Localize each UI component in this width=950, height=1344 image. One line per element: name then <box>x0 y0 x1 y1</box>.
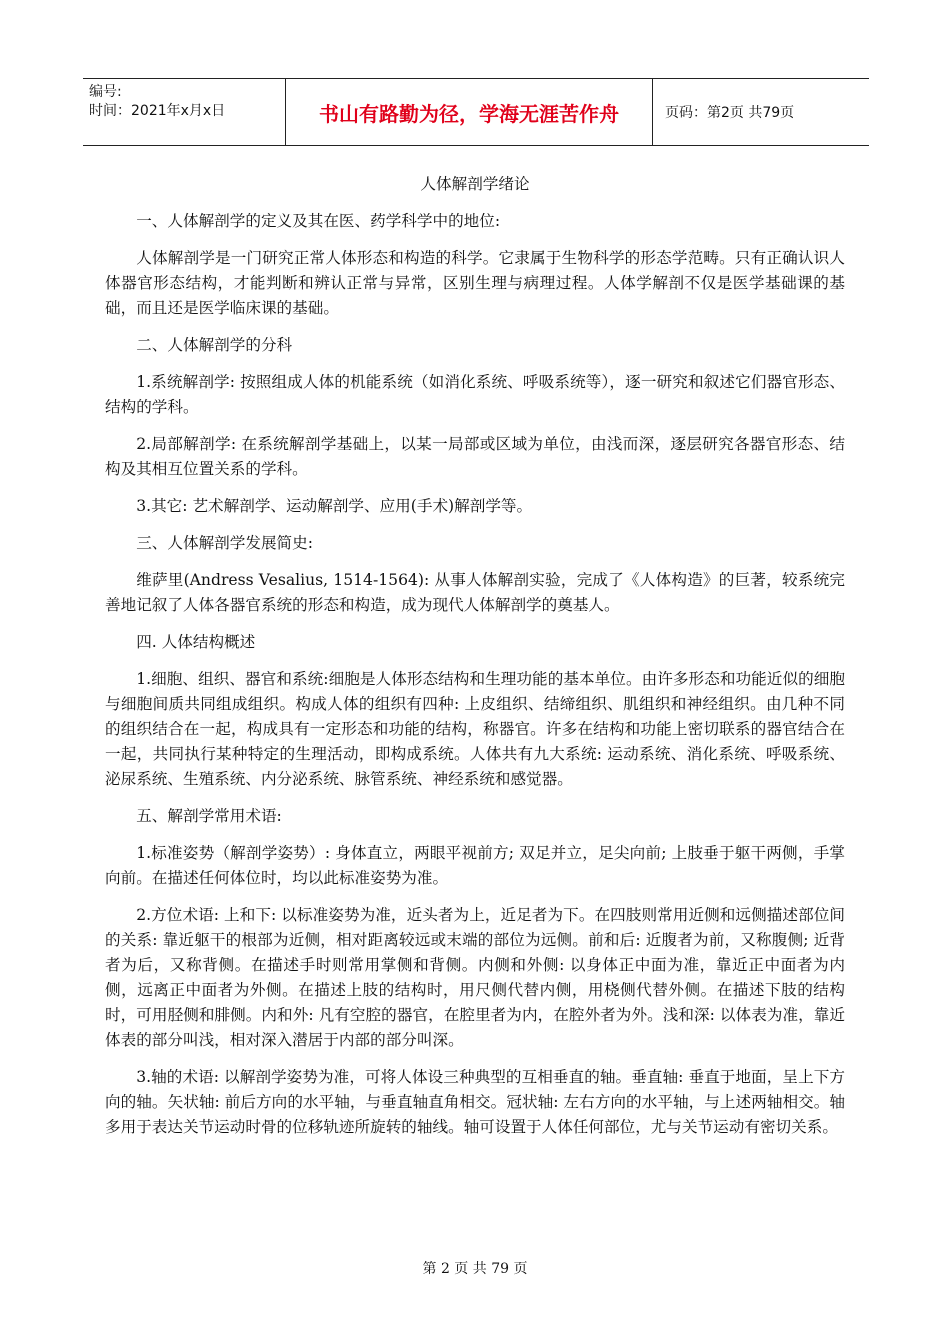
paragraph: 人体解剖学是一门研究正常人体形态和构造的科学。它隶属于生物科学的形态学范畴。只有正确认识人体器官形态结构，才能判断和辨认正常与异常，区别生理与病理过程。人体学解剖不仅是医学基础课的基础，而且还是医学临床课的基础。 <box>105 249 845 317</box>
page-header <box>83 78 869 146</box>
header-meta <box>83 79 286 145</box>
paragraph: 1.标准姿势（解剖学姿势）: 身体直立，两眼平视前方; 双足并立，足尖向前; 上肢垂于躯干两侧，手掌向前。在描述任何体位时，均以此标准姿势为准。 <box>105 844 845 887</box>
section-heading: 三、人体解剖学发展简史: <box>136 534 313 552</box>
document-body <box>105 172 845 1152</box>
paragraph: 3.轴的术语: 以解剖学姿势为准，可将人体设三种典型的互相垂直的轴。垂直轴: 垂直于地面，呈上下方向的轴。矢状轴: 前后方向的水平轴，与垂直轴直角相交。冠状轴: 左右方向的水平轴，与上述两轴相交。轴多用于表达关节运动时骨的位移轨迹所旋转的轴线。轴可设置于人体任何部位，尤与关节运动有密切关系。 <box>105 1068 845 1136</box>
page-footer: 第 2 页 共 79 页 <box>422 1261 528 1277</box>
header-page-label: 页码：第2页 共79页 <box>665 105 795 121</box>
section-heading: 四. 人体结构概述 <box>136 633 256 651</box>
section-heading: 五、解剖学常用术语: <box>136 807 282 825</box>
time-label: 时间：2021年x月x日 <box>89 103 226 119</box>
number-label: 编号: <box>89 84 122 100</box>
section-heading: 一、人体解剖学的定义及其在医、药学科学中的地位: <box>136 212 501 230</box>
paragraph: 1.系统解剖学: 按照组成人体的机能系统（如消化系统、呼吸系统等），逐一研究和叙述它们器官形态、结构的学科。 <box>105 373 845 416</box>
paragraph: 3.其它: 艺术解剖学、运动解剖学、应用(手术)解剖学等。 <box>136 497 533 515</box>
paragraph: 1.细胞、组织、器官和系统:细胞是人体形态结构和生理功能的基本单位。由许多形态和功能近似的细胞与细胞间质共同组成组织。构成人体的组织有四种: 上皮组织、结缔组织、肌组织和神经组织。由几种不同的组织结合在一起，构成具有一定形态和功能的结构，称器官。许多在结构和功能上密切联系的器官结合在一起，共同执行某种特定的生理活动，即构成系统。人体共有九大系统: 运动系统、消化系统、呼吸系统、泌尿系统、生殖系统、内分泌系统、脉管系统、神经系统和感觉器。 <box>105 670 845 788</box>
paragraph: 2.局部解剖学: 在系统解剖学基础上，以某一局部或区域为单位，由浅而深，逐层研究各器官形态、结构及其相互位置关系的学科。 <box>105 435 845 478</box>
header-motto: 书山有路勤为径，学海无涯苦作舟 <box>286 79 653 145</box>
paragraph: 维萨里(Andress Vesalius, 1514-1564): 从事人体解剖实验，完成了《人体构造》的巨著，较系统完善地记叙了人体各器官系统的形态和构造，成为现代人体解剖学的奠基人。 <box>105 571 845 614</box>
document-title: 人体解剖学绪论 <box>420 175 530 193</box>
section-heading: 二、人体解剖学的分科 <box>136 336 293 354</box>
paragraph: 2.方位术语: 上和下: 以标准姿势为准，近头者为上，近足者为下。在四肢则常用近侧和远侧描述部位间的关系: 靠近躯干的根部为近侧，相对距离较远或末端的部位为远侧。前和后: 近腹者为前，又称腹侧; 近背者为后，又称背侧。在描述手时则常用掌侧和背侧。内侧和外侧: 以身体正中面为准，靠近正中面者为内侧，远离正中面者为外侧。在描述上肢的结构时，用尺侧代替内侧，用桡侧代替外侧。在描述下肢的结构时，可用胫侧和腓侧。内和外: 凡有空腔的器官，在腔里者为内，在腔外者为外。浅和深: 以体表为准，靠近体表的部分叫浅，相对深入潜居于内部的部分叫深。 <box>105 906 845 1049</box>
